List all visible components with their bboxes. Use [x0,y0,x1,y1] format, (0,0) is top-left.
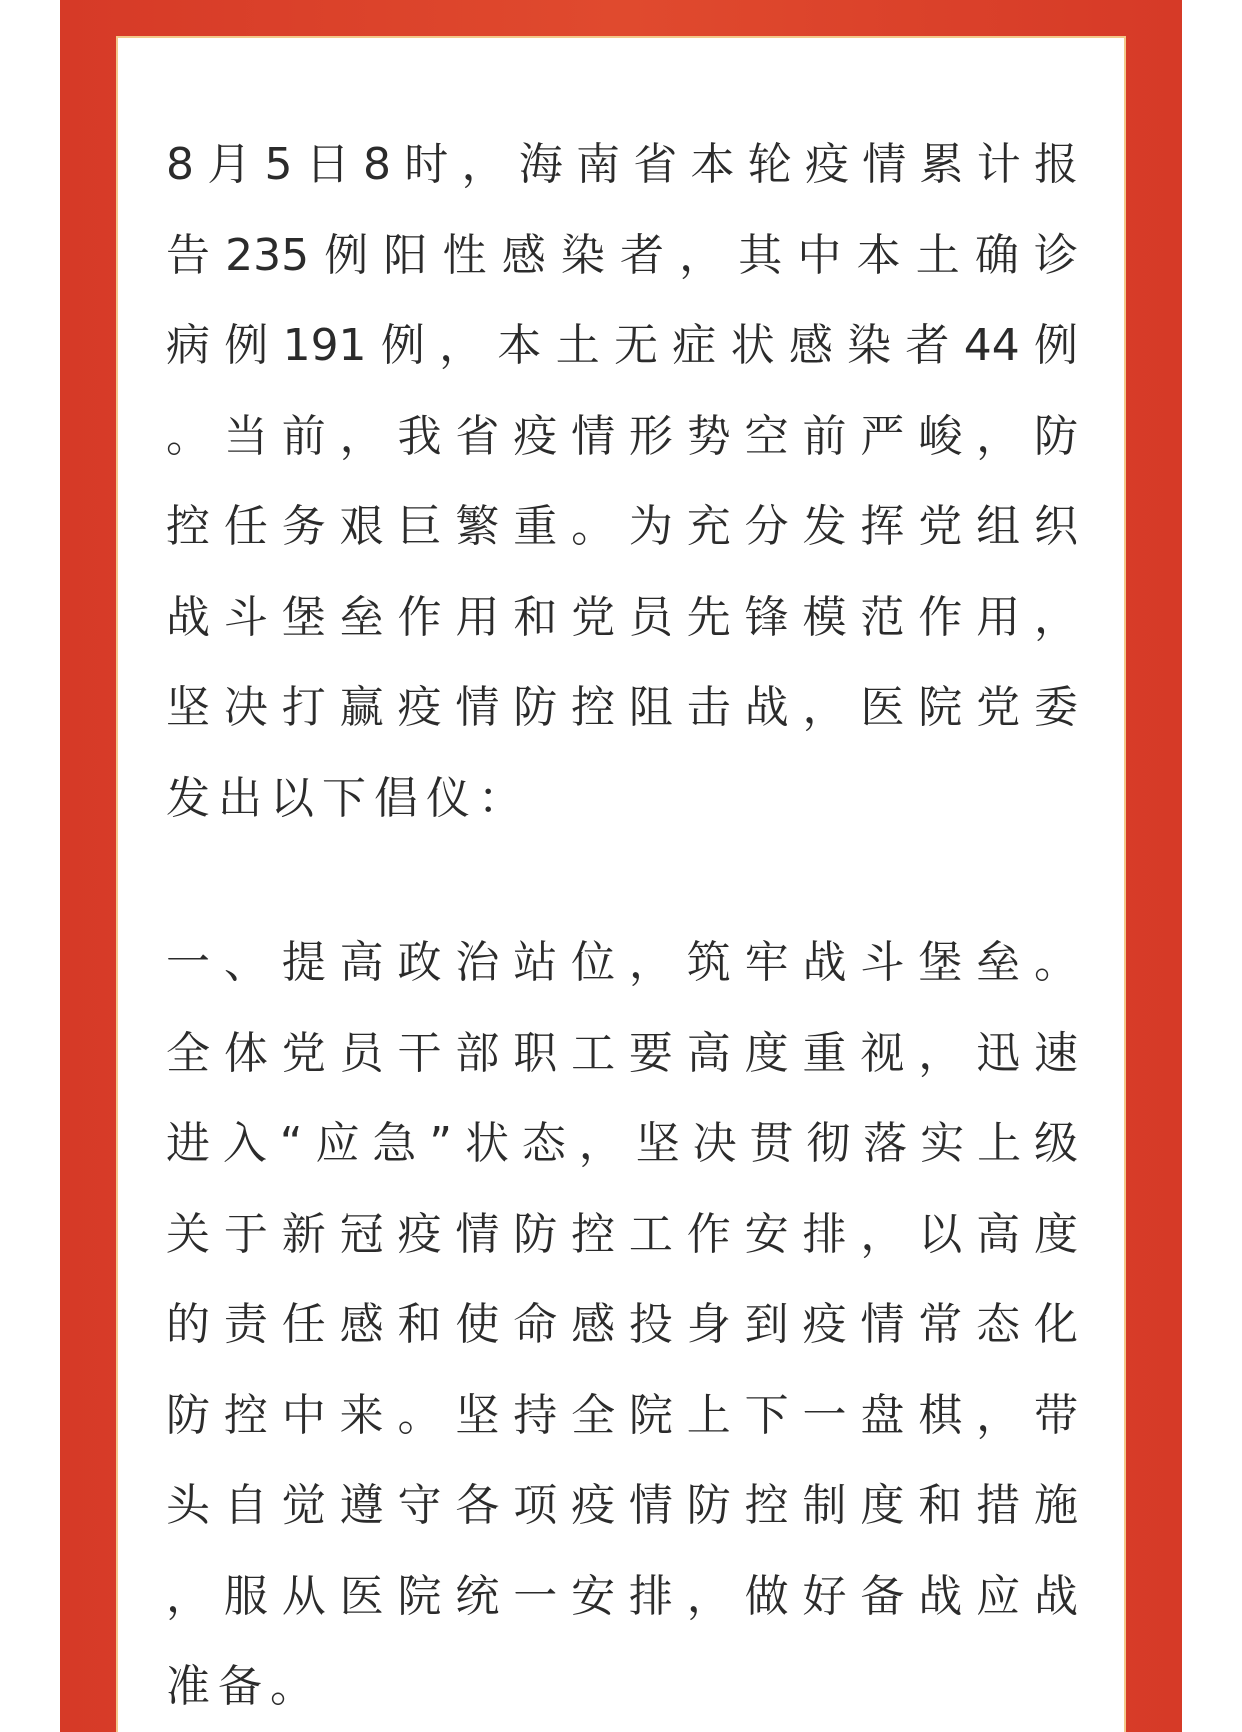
text-line: 全体党员干部职工要高度重视，迅速 [166,1027,1078,1079]
text-line: 的责任感和使命感投身到疫情常态化 [166,1299,1078,1350]
text-line: 防控中来。坚持全院上下一盘棋，带 [166,1389,1078,1441]
text-line: 。当前，我省疫情形势空前严峻，防 [166,410,1078,462]
text-line: 8月5日8时，海南省本轮疫情累计报 [166,139,1078,190]
text-line: 关于新冠疫情防控工作安排，以高度 [166,1208,1078,1260]
text-line: 坚决打赢疫情防控阻击战，医院党委 [166,682,1078,733]
text-line: 病例191例，本土无症状感染者44例 [166,320,1078,371]
text-line: 准备。 [166,1661,322,1712]
text-line: 控任务艰巨繁重。为充分发挥党组织 [166,501,1078,552]
text-line: 进入“应急”状态，坚决贯彻落实上级 [166,1118,1078,1169]
content-card-inner [118,38,1124,1732]
text-line: 战斗堡垒作用和党员先锋模范作用， [166,591,1078,643]
text-line: 发出以下倡仪： [166,772,530,824]
paragraph-intro [166,120,1078,844]
text-line: 头自觉遵守各项疫情防控制度和措施 [166,1480,1078,1531]
content-card [116,36,1126,1732]
text-line: 一、提高政治站位，筑牢战斗堡垒。 [166,937,1078,988]
paragraph-item-one [166,918,1078,1732]
text-line: 告235例阳性感染者，其中本土确诊 [166,229,1078,281]
text-line: ，服从医院统一安排，做好备战应战 [166,1570,1078,1622]
